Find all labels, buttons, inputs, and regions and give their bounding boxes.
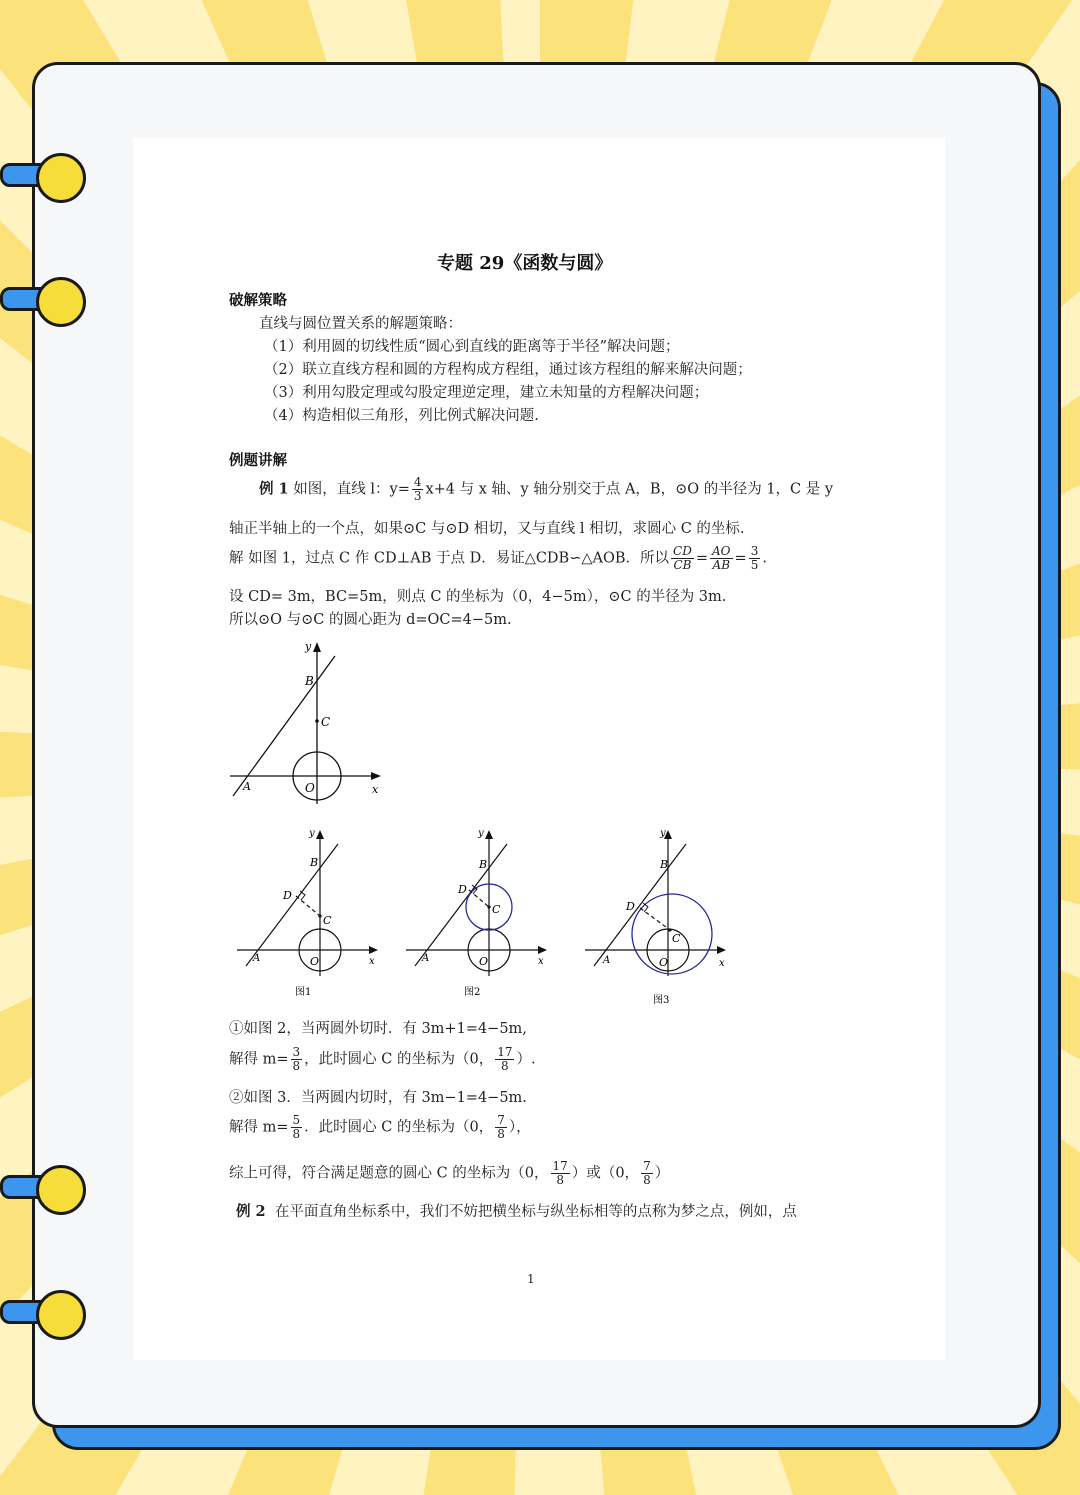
svg-text:D: D [458, 883, 467, 896]
binder-ring [0, 153, 90, 203]
svg-text:图1: 图1 [295, 987, 312, 998]
example1-solution: 解 如图 1，过点 C 作 CD⊥AB 于点 D．易证△CDB∽△AOB．所以 $\frac{CD}{CB}$ = $\frac{AO}{AB}$ = $\frac{3}{5}$ . [229, 544, 767, 572]
example2-label: 例 2 [236, 1203, 266, 1220]
example1-distance: 所以⊙O 与⊙C 的圆心距为 d=OC=4−5m. [229, 612, 512, 628]
svg-text:B: B [310, 856, 319, 869]
conclusion: 综上可得，符合满足题意的圆心 C 的坐标为（0， $\frac{17}{8}$ ）或（0， $\frac{7}{8}$ ） [229, 1159, 670, 1187]
strategy-item: （3）利用勾股定理或勾股定理逆定理，建立未知量的方程解决问题； [264, 385, 709, 401]
svg-text:O: O [305, 781, 315, 795]
strategy-item: （2）联立直线方程和圆的方程构成方程组，通过该方程组的解来解决问题； [264, 362, 752, 378]
figure-2 [401, 826, 561, 1006]
strategy-item: （4）构造相似三角形，列比例式解决问题. [264, 408, 539, 424]
svg-text:y: y [660, 828, 666, 839]
case2-solution: 解得 m= $\frac{5}{8}$ ．此时圆心 C 的坐标为（0， $\frac{7}{8}$ ）， [229, 1113, 531, 1141]
binder-ring [0, 277, 90, 327]
case2-condition: ②如图 3．当两圆内切时，有 3m−1=4−5m. [229, 1090, 527, 1106]
svg-text:C: C [321, 715, 331, 729]
figure-1 [232, 826, 392, 1006]
svg-text:x: x [369, 956, 375, 967]
section-heading-strategy: 破解策略 [229, 292, 287, 309]
svg-text:图2: 图2 [464, 987, 481, 998]
svg-text:C: C [672, 932, 681, 945]
page-number: 1 [527, 1272, 535, 1286]
svg-text:C: C [323, 914, 332, 927]
strategy-item: （1）利用圆的切线性质“圆心到直线的距离等于半径”解决问题； [264, 339, 680, 355]
svg-text:B: B [660, 858, 669, 871]
text: 如图，直线 l：y= [293, 481, 410, 498]
svg-text:y: y [309, 828, 315, 839]
svg-text:O: O [659, 956, 669, 969]
svg-text:B: B [305, 674, 314, 688]
svg-text:x: x [538, 956, 544, 967]
svg-text:O: O [310, 955, 320, 968]
svg-text:B: B [479, 858, 488, 871]
section-heading-examples: 例题讲解 [229, 452, 287, 469]
main-figure [225, 638, 395, 808]
svg-text:D: D [626, 900, 635, 913]
svg-text:A: A [603, 955, 611, 966]
svg-text:O: O [479, 955, 489, 968]
svg-text:C: C [492, 903, 501, 916]
svg-text:y: y [478, 828, 484, 839]
svg-text:A: A [253, 953, 261, 964]
svg-text:x: x [719, 958, 725, 969]
example2-statement: 例 2 在平面直角坐标系中，我们不妨把横坐标与纵坐标相等的点称为梦之点，例如，点 [236, 1203, 797, 1220]
example1-set-variable: 设 CD= 3m，BC=5m，则点 C 的坐标为（0，4−5m），⊙C 的半径为 3m. [229, 589, 727, 605]
case1-solution: 解得 m= $\frac{3}{8}$ ，此时圆心 C 的坐标为（0， $\frac{17}{8}$ ）. [229, 1045, 536, 1073]
text: x+4 与 x 轴、y 轴分别交于点 A，B，⊙O 的半径为 1，C 是 y [425, 481, 834, 498]
example1-line2: 轴正半轴上的一个点，如果⊙C 与⊙D 相切，又与直线 l 相切，求圆心 C 的坐标. [229, 521, 745, 537]
case1-condition: ①如图 2，当两圆外切时．有 3m+1=4−5m, [229, 1021, 527, 1037]
svg-text:A: A [422, 953, 430, 964]
svg-text:图3: 图3 [653, 995, 670, 1006]
svg-text:y: y [305, 640, 312, 653]
binder-ring [0, 1290, 90, 1340]
svg-text:x: x [372, 783, 379, 796]
fraction: $\frac{4}{3}$ [413, 475, 422, 503]
page-title: 专题 29《函数与圆》 [437, 253, 613, 274]
example1-statement [259, 476, 833, 503]
figure-3 [580, 826, 740, 1006]
strategy-intro: 直线与圆位置关系的解题策略： [259, 316, 462, 332]
svg-text:D: D [283, 889, 292, 902]
example1-label: 例 1 [259, 480, 289, 498]
svg-text:A: A [243, 780, 251, 793]
binder-ring [0, 1165, 90, 1215]
